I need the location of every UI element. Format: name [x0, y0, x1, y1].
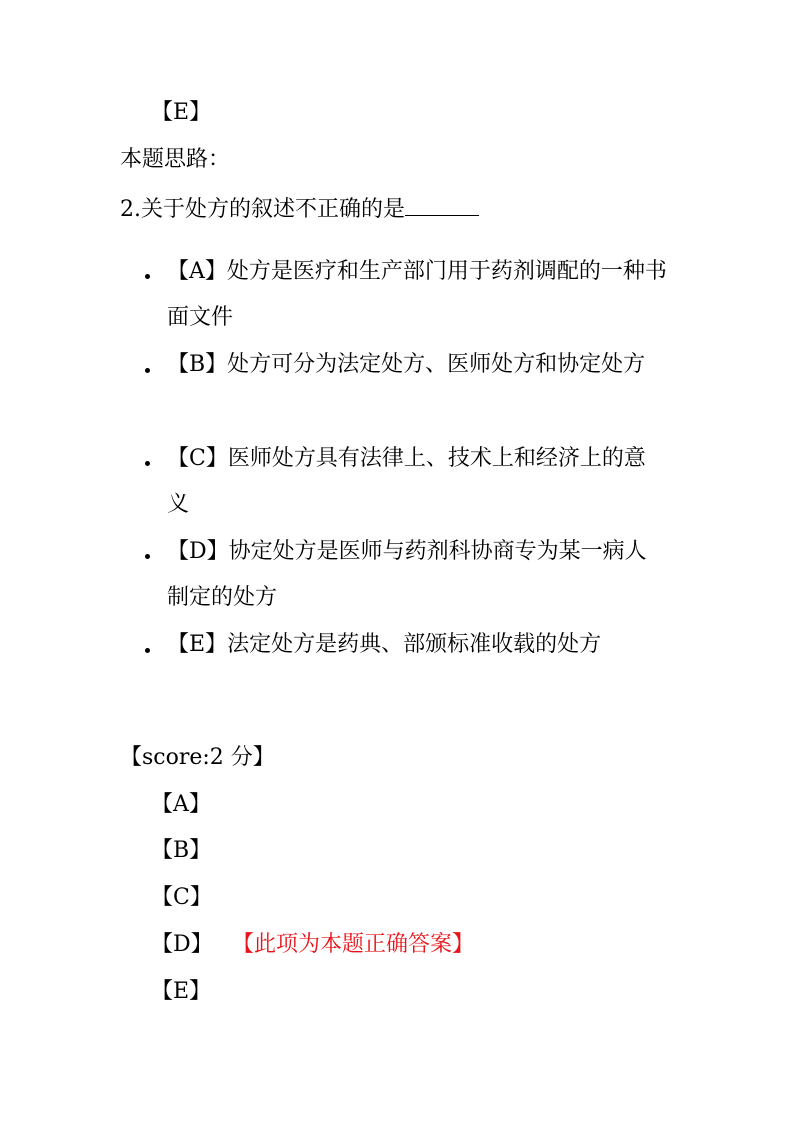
bullet-icon — [145, 554, 150, 559]
bullet-icon — [145, 274, 150, 279]
previous-answer-label: 【E】 — [151, 100, 212, 125]
option-b-key: 【B】 — [167, 352, 228, 377]
answer-b: 【B】 — [151, 838, 212, 863]
option-e — [167, 622, 667, 668]
answer-c: 【C】 — [151, 885, 212, 910]
option-c — [167, 436, 667, 528]
option-c-key: 【C】 — [167, 446, 228, 471]
bullet-icon — [145, 368, 150, 373]
option-a — [167, 249, 667, 341]
answer-d: 【D】 — [151, 932, 213, 957]
answer-a: 【A】 — [151, 792, 211, 817]
answer-e: 【E】 — [151, 979, 212, 1004]
answer-blank — [405, 193, 479, 216]
option-d-text: 协定处方是医师与药剂科协商专为某一病人制定的处方 — [167, 539, 647, 610]
correct-answer-note: 【此项为本题正确答案】 — [232, 932, 475, 957]
bullet-icon — [145, 461, 150, 466]
option-c-text: 医师处方具有法律上、技术上和经济上的意义 — [167, 446, 646, 517]
option-b-text: 处方可分为法定处方、医师处方和协定处方 — [227, 352, 646, 377]
bullet-icon — [145, 648, 150, 653]
option-a-text: 处方是医疗和生产部门用于药剂调配的一种书面文件 — [167, 259, 667, 330]
option-e-text: 法定处方是药典、部颁标准收载的处方 — [227, 632, 602, 657]
option-a-key: 【A】 — [167, 259, 227, 284]
option-e-key: 【E】 — [167, 632, 228, 657]
question-title — [120, 193, 479, 225]
option-d — [167, 529, 667, 621]
idea-label: 本题思路： — [120, 147, 231, 172]
score-label: 【score:2 分】 — [120, 745, 275, 770]
option-b — [167, 342, 667, 388]
question-text: 2.关于处方的叙述不正确的是 — [120, 197, 405, 222]
option-d-key: 【D】 — [167, 539, 229, 564]
